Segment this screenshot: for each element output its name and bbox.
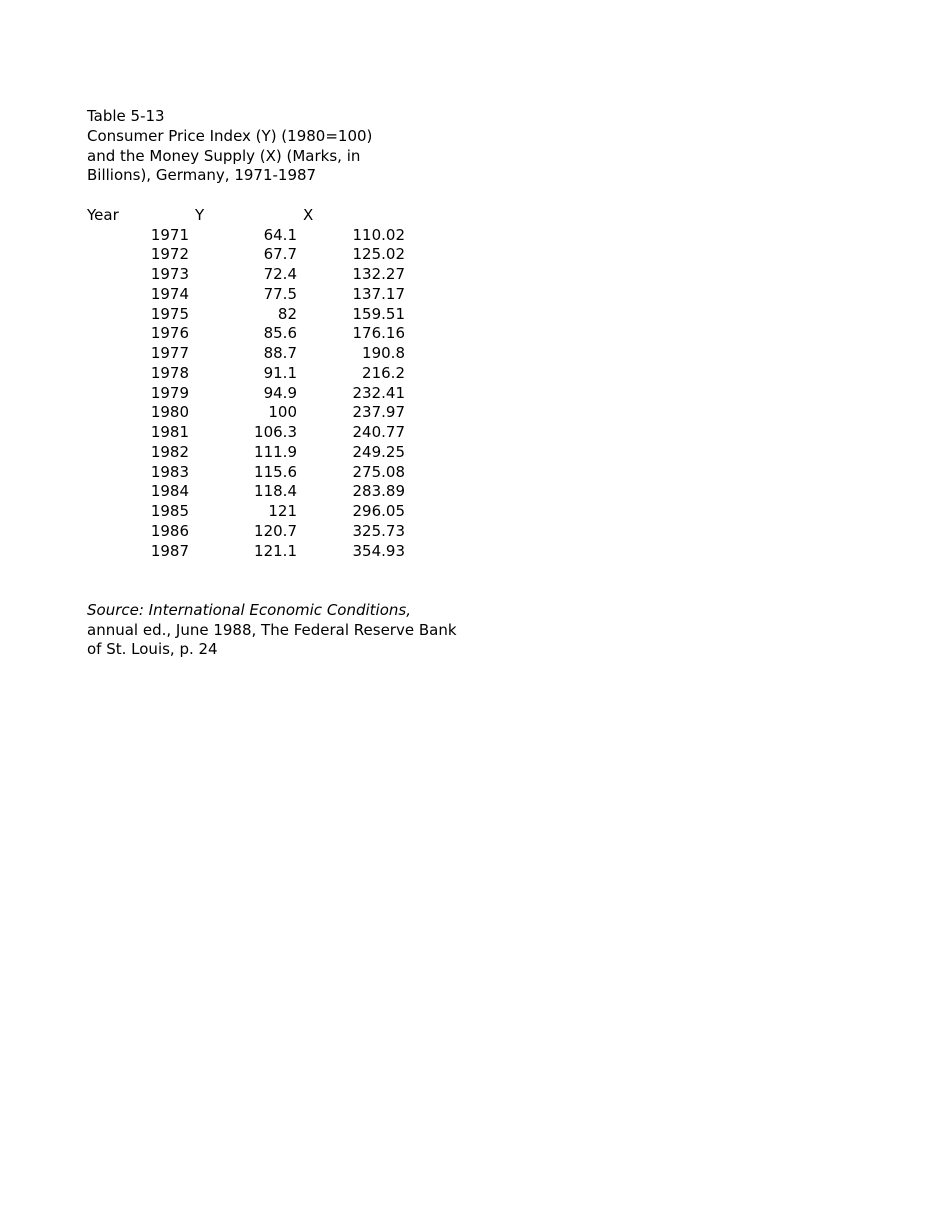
cell-y: 91.1 [263,363,297,382]
cell-y: 121 [268,502,297,520]
cell-y: 100 [268,403,297,422]
cell-x: 216.2 [362,363,405,382]
cell-x: 283.89 [352,482,405,501]
cell-y: 77.5 [263,284,297,303]
cell-y: 106.3 [254,423,297,441]
cell-x: 296.05 [352,502,405,520]
cell-x: 232.41 [352,383,405,402]
cell-y: 85.6 [263,324,297,343]
cell-year: 1977 [150,344,189,362]
cell-x: 325.73 [352,521,405,540]
table-row [87,502,457,522]
table-row [87,364,457,384]
cell-year: 1982 [150,442,189,461]
table-title-line-3: Billions), Germany, 1971-1987 [87,166,317,185]
column-header-x: X [303,205,314,224]
cell-year: 1971 [150,225,189,244]
table-row [87,265,457,285]
table-title-line-2: and the Money Supply (X) (Marks, in [87,146,361,165]
cell-y: 115.6 [254,462,297,481]
cell-x: 110.02 [352,225,405,244]
cell-x: 249.25 [352,442,405,461]
cell-x: 132.27 [352,265,405,283]
table-row [87,443,457,463]
cell-y: 67.7 [263,245,297,264]
cell-year: 1980 [150,403,189,422]
source-note [87,601,457,660]
cell-y: 118.4 [254,482,297,501]
cell-y: 64.1 [263,225,297,244]
cell-x: 275.08 [352,462,405,481]
table-row [87,245,457,265]
cell-y: 94.9 [263,383,297,402]
table-row [87,522,457,542]
cell-y: 88.7 [263,344,297,362]
cell-year: 1986 [150,521,189,540]
column-header-y: Y [195,205,205,224]
cell-x: 240.77 [352,423,405,441]
cell-y: 120.7 [254,521,297,540]
cell-x: 354.93 [352,541,405,560]
table-row [87,344,457,364]
column-header-row [87,206,457,226]
spreadsheet-table [87,107,457,660]
table-row [87,403,457,423]
cell-year: 1979 [150,383,189,402]
cell-year: 1974 [150,284,189,303]
table-row [87,324,457,344]
table-row [87,384,457,404]
cell-x: 190.8 [362,344,405,362]
cell-year: 1985 [150,502,189,520]
cell-year: 1984 [150,482,189,501]
table-number: Table 5-13 [87,107,165,125]
table-row [87,226,457,246]
table-row [87,482,457,502]
cell-year: 1972 [150,245,189,264]
cell-y: 72.4 [263,265,297,283]
column-header-year: Year [87,205,119,224]
source-line-2: annual ed., June 1988, The Federal Reserve Bank [87,620,457,639]
cell-year: 1981 [150,423,189,441]
cell-x: 159.51 [352,304,405,323]
cell-year: 1973 [150,265,189,283]
table-title-line-1: Consumer Price Index (Y) (1980=100) [87,126,373,145]
cell-y: 121.1 [254,541,297,560]
blank-row [87,186,457,206]
cell-x: 237.97 [352,403,405,422]
cell-x: 125.02 [352,245,405,264]
cell-year: 1987 [150,541,189,560]
cell-y: 82 [277,304,297,323]
cell-year: 1983 [150,462,189,481]
cell-y: 111.9 [254,442,297,461]
cell-year: 1978 [150,363,189,382]
cell-year: 1975 [150,304,189,323]
table-row [87,305,457,325]
table-row [87,423,457,443]
cell-x: 176.16 [352,324,405,343]
source-line-1: Source: International Economic Conditions, [87,600,411,619]
cell-year: 1976 [150,324,189,343]
cell-x: 137.17 [352,284,405,303]
table-row [87,463,457,483]
table-row [87,285,457,305]
data-rows [87,226,457,562]
source-line-3: of St. Louis, p. 24 [87,640,218,659]
table-row [87,542,457,562]
